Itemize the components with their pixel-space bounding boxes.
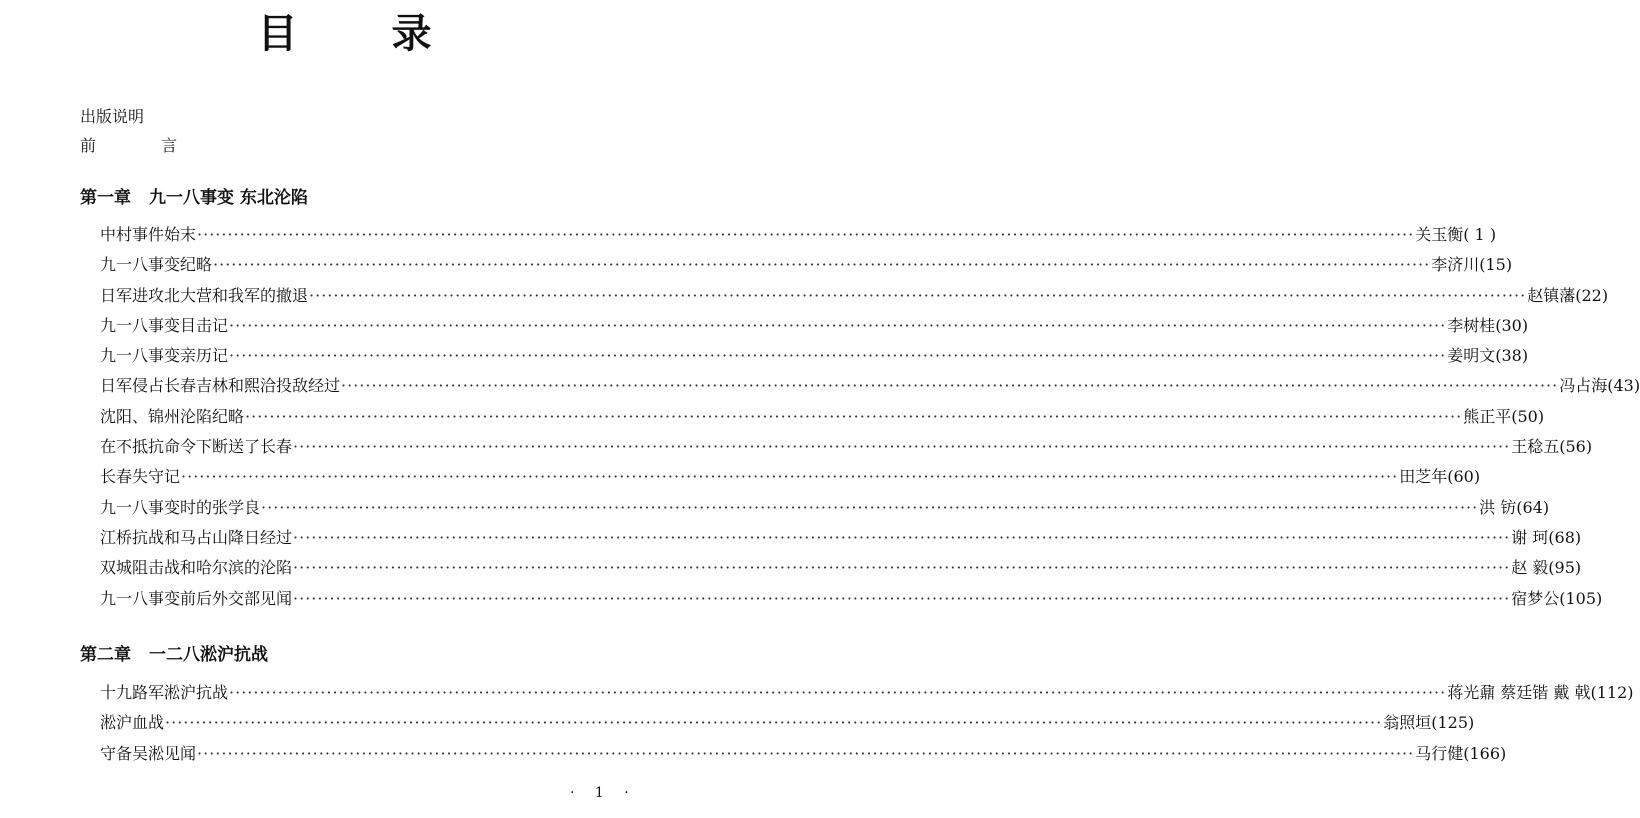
entry-author: 李济川	[1431, 255, 1480, 275]
toc-entry	[100, 555, 1582, 585]
entry-title: 九一八事变目击记	[100, 315, 229, 335]
entry-author: 宿梦公	[1511, 588, 1560, 608]
entry-title: 中村事件始末	[100, 225, 197, 244]
entry-author: 李树桂	[1447, 315, 1496, 335]
dot-leader: ········································································································································································································	[229, 315, 1447, 335]
chapter-name: 九一八事变 东北沦陷	[149, 188, 308, 208]
entry-page: (125)	[1431, 713, 1475, 733]
entry-page: (56)	[1559, 437, 1593, 457]
toc-entry	[100, 710, 1475, 740]
entry-page: (68)	[1548, 527, 1582, 547]
chapter-heading-2	[80, 640, 268, 665]
entry-page: (60)	[1447, 467, 1481, 487]
dot-leader: ········································································································································································································	[229, 346, 1447, 366]
toc-entry	[100, 495, 1550, 525]
dot-leader: ········································································································································································································	[197, 743, 1415, 763]
toc-entry	[100, 373, 1640, 403]
toc-entry	[100, 252, 1513, 282]
toc-entry	[100, 525, 1582, 555]
page-number: · 1 ·	[570, 785, 637, 801]
entry-author: 关玉衡	[1415, 225, 1464, 244]
dot-leader: ········································································································································································································	[293, 437, 1511, 457]
entry-author: 王稔五	[1511, 437, 1560, 457]
entry-page: (166)	[1463, 743, 1507, 763]
chapter-number: 第二章	[80, 645, 131, 665]
chapter-2-entries	[100, 680, 1634, 771]
entry-title: 日军侵占长春吉林和熙洽投敌经过	[100, 376, 341, 396]
entry-page: (105)	[1559, 588, 1603, 608]
toc-entry	[100, 464, 1481, 494]
entry-title: 十九路军淞沪抗战	[100, 683, 229, 702]
entry-author: 洪 钫	[1479, 497, 1517, 517]
dot-leader: ········································································································································································································	[229, 683, 1447, 702]
toc-entry	[100, 680, 1634, 710]
entry-author: 姜明文	[1447, 346, 1496, 366]
prelim-foreword: 前 言	[80, 136, 208, 155]
chapter-heading-1	[80, 183, 308, 208]
toc-entry	[100, 404, 1545, 434]
entry-author: 蒋光鼐 蔡廷锴 戴 戟	[1447, 683, 1591, 702]
dot-leader: ········································································································································································································	[309, 285, 1527, 305]
entry-author: 冯占海	[1559, 376, 1608, 396]
entry-page: (95)	[1548, 558, 1582, 578]
entry-page: (43)	[1607, 376, 1640, 396]
entry-author: 赵 毅	[1511, 558, 1549, 578]
toc-entry	[100, 222, 1497, 252]
chapter-1-entries	[100, 222, 1640, 616]
dot-leader: ········································································································································································································	[245, 406, 1463, 426]
entry-author: 熊正平	[1463, 406, 1512, 426]
entry-page: (38)	[1495, 346, 1529, 366]
entry-title: 守备吴淞见闻	[100, 743, 197, 763]
entry-page: (15)	[1479, 255, 1513, 275]
prelim-publication-notes: 出版说明	[80, 107, 145, 126]
entry-title: 在不抵抗命令下断送了长春	[100, 437, 293, 457]
dot-leader: ········································································································································································································	[293, 588, 1511, 608]
toc-entry	[100, 434, 1593, 464]
entry-title: 江桥抗战和马占山降日经过	[100, 527, 293, 547]
dot-leader: ········································································································································································································	[261, 497, 1479, 517]
entry-title: 九一八事变前后外交部见闻	[100, 588, 293, 608]
entry-page: (22)	[1575, 285, 1609, 305]
dot-leader: ········································································································································································································	[197, 225, 1415, 244]
chapter-number: 第一章	[80, 188, 131, 208]
entry-page: (112)	[1590, 683, 1634, 702]
entry-author: 翁照垣	[1383, 713, 1432, 733]
toc-entry	[100, 313, 1529, 343]
entry-title: 淞沪血战	[100, 713, 165, 733]
entry-page: (30)	[1495, 315, 1529, 335]
entry-author: 马行健	[1415, 743, 1464, 763]
entry-page: ( 1 )	[1463, 225, 1497, 244]
entry-title: 长春失守记	[100, 467, 181, 487]
entry-title: 日军进攻北大营和我军的撤退	[100, 285, 309, 305]
toc-entry	[100, 586, 1603, 616]
dot-leader: ········································································································································································································	[341, 376, 1559, 396]
dot-leader: ········································································································································································································	[293, 527, 1511, 547]
chapter-name: 一二八淞沪抗战	[149, 645, 268, 665]
entry-author: 赵镇藩	[1527, 285, 1576, 305]
toc-entry	[100, 343, 1529, 373]
page-title: 目 录	[257, 11, 472, 57]
entry-title: 沈阳、锦州沦陷纪略	[100, 406, 245, 426]
dot-leader: ········································································································································································································	[181, 467, 1399, 487]
entry-title: 九一八事变时的张学良	[100, 497, 261, 517]
toc-entry	[100, 283, 1609, 313]
toc-entry	[100, 741, 1507, 771]
entry-page: (64)	[1516, 497, 1550, 517]
dot-leader: ········································································································································································································	[293, 558, 1511, 578]
dot-leader: ········································································································································································································	[165, 713, 1383, 733]
entry-page: (50)	[1511, 406, 1545, 426]
entry-title: 双城阻击战和哈尔滨的沦陷	[100, 558, 293, 578]
entry-author: 田芝年	[1399, 467, 1448, 487]
dot-leader: ········································································································································································································	[213, 255, 1431, 275]
entry-author: 谢 珂	[1511, 527, 1549, 547]
entry-title: 九一八事变亲历记	[100, 346, 229, 366]
entry-title: 九一八事变纪略	[100, 255, 213, 275]
